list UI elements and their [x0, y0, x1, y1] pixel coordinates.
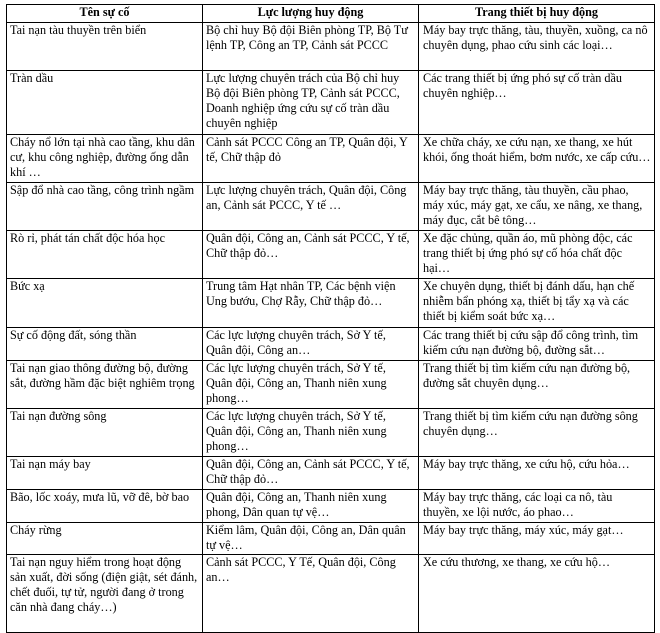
cell-incident: Sập đổ nhà cao tầng, công trình ngầm	[7, 183, 203, 231]
cell-forces: Lực lượng chuyên trách của Bộ chỉ huy Bộ đội Biên phòng TP, Cảnh sát PCCC, Doanh nghiệp ứng cứu sự cố tràn dầu chuyên nghiệp	[203, 71, 419, 135]
cell-equipment: Các trang thiết bị ứng phó sự cố tràn dầu chuyên nghiệp…	[419, 71, 655, 135]
table-row	[7, 279, 655, 328]
cell-equipment: Máy bay trực thăng, máy xúc, máy gạt…	[419, 523, 655, 555]
header-incident-name: Tên sự cố	[7, 5, 203, 23]
cell-equipment: Máy bay trực thăng, tàu, thuyền, xuồng, ca nô chuyên dụng, phao cứu sinh các loại…	[419, 23, 655, 71]
cell-equipment: Trang thiết bị tìm kiếm cứu nạn đường bộ, đường sắt chuyên dụng…	[419, 361, 655, 409]
cell-incident: Cháy nổ lớn tại nhà cao tầng, khu dân cư, khu công nghiệp, đường ống dẫn khí …	[7, 135, 203, 183]
cell-incident: Tai nạn nguy hiểm trong hoạt động sản xuất, đời sống (điện giật, sét đánh, chết đuối, tự tử, người đang ở trong căn nhà đang cháy…)	[7, 555, 203, 633]
cell-forces: Các lực lượng chuyên trách, Sở Y tế, Quân đội, Công an, Thanh niên xung phong…	[203, 409, 419, 457]
cell-incident: Bức xạ	[7, 279, 203, 328]
table-row	[7, 361, 655, 409]
cell-incident: Rò rỉ, phát tán chất độc hóa học	[7, 231, 203, 279]
table-header-row	[7, 5, 655, 23]
cell-forces: Quân đội, Công an, Cảnh sát PCCC, Y tế, Chữ thập đỏ…	[203, 231, 419, 279]
cell-forces: Cảnh sát PCCC Công an TP, Quân đội, Y tế, Chữ thập đỏ	[203, 135, 419, 183]
cell-equipment: Xe cứu thương, xe thang, xe cứu hộ…	[419, 555, 655, 633]
header-forces: Lực lượng huy động	[203, 5, 419, 23]
table-row	[7, 523, 655, 555]
cell-equipment: Máy bay trực thăng, xe cứu hộ, cứu hỏa…	[419, 457, 655, 490]
table-row	[7, 71, 655, 135]
cell-incident: Cháy rừng	[7, 523, 203, 555]
table-row	[7, 457, 655, 490]
cell-equipment: Máy bay trực thăng, các loại ca nô, tàu thuyền, xe lội nước, áo phao…	[419, 490, 655, 523]
cell-incident: Tràn dầu	[7, 71, 203, 135]
cell-incident: Tai nạn giao thông đường bộ, đường sắt, đường hầm đặc biệt nghiêm trọng	[7, 361, 203, 409]
table-row	[7, 135, 655, 183]
cell-incident: Tai nạn đường sông	[7, 409, 203, 457]
cell-forces: Kiểm lâm, Quân đội, Công an, Dân quân tự vệ…	[203, 523, 419, 555]
cell-forces: Các lực lượng chuyên trách, Sở Y tế, Quân đội, Công an…	[203, 328, 419, 361]
table-row	[7, 183, 655, 231]
cell-incident: Tai nạn máy bay	[7, 457, 203, 490]
cell-equipment: Các trang thiết bị cứu sập đổ công trình, tìm kiếm cứu nạn đường bộ, đường sắt…	[419, 328, 655, 361]
cell-incident: Bão, lốc xoáy, mưa lũ, vỡ đê, bờ bao	[7, 490, 203, 523]
incident-table-container	[6, 4, 654, 633]
table-row	[7, 231, 655, 279]
table-row	[7, 555, 655, 633]
table-row	[7, 328, 655, 361]
cell-incident: Tai nạn tàu thuyền trên biển	[7, 23, 203, 71]
table-row	[7, 23, 655, 71]
incident-table	[6, 4, 655, 633]
cell-forces: Cảnh sát PCCC, Y Tế, Quân đội, Công an…	[203, 555, 419, 633]
cell-equipment: Trang thiết bị tìm kiếm cứu nạn đường sông chuyên dụng…	[419, 409, 655, 457]
table-row	[7, 409, 655, 457]
header-equipment: Trang thiết bị huy động	[419, 5, 655, 23]
cell-equipment: Xe chữa cháy, xe cứu nạn, xe thang, xe hút khói, ống thoát hiểm, bơm nước, xe cấp cứu…	[419, 135, 655, 183]
cell-equipment: Xe chuyên dụng, thiết bị đánh dấu, hạn chế nhiễm bẩn phóng xạ, thiết bị tẩy xạ và các thiết bị kiểm soát bức xạ…	[419, 279, 655, 328]
table-row	[7, 490, 655, 523]
cell-forces: Quân đội, Công an, Thanh niên xung phong, Dân quan tự vệ…	[203, 490, 419, 523]
cell-forces: Các lực lượng chuyên trách, Sở Y tế, Quân đội, Công an, Thanh niên xung phong…	[203, 361, 419, 409]
cell-forces: Bộ chỉ huy Bộ đội Biên phòng TP, Bộ Tư lệnh TP, Công an TP, Cảnh sát PCCC	[203, 23, 419, 71]
cell-equipment: Xe đặc chủng, quần áo, mũ phòng độc, các trang thiết bị ứng phó sự cố hóa chất độc hại…	[419, 231, 655, 279]
cell-forces: Lực lượng chuyên trách, Quân đội, Công an, Cảnh sát PCCC, Y tế …	[203, 183, 419, 231]
cell-forces: Trung tâm Hạt nhân TP, Các bệnh viện Ung bướu, Chợ Rẫy, Chữ thập đỏ…	[203, 279, 419, 328]
cell-incident: Sự cố động đất, sóng thần	[7, 328, 203, 361]
cell-forces: Quân đội, Công an, Cảnh sát PCCC, Y tế, Chữ thập đỏ…	[203, 457, 419, 490]
cell-equipment: Máy bay trực thăng, tàu thuyền, cầu phao, máy xúc, máy gạt, xe cẩu, xe nâng, xe thang, máy đục, cắt bê tông…	[419, 183, 655, 231]
